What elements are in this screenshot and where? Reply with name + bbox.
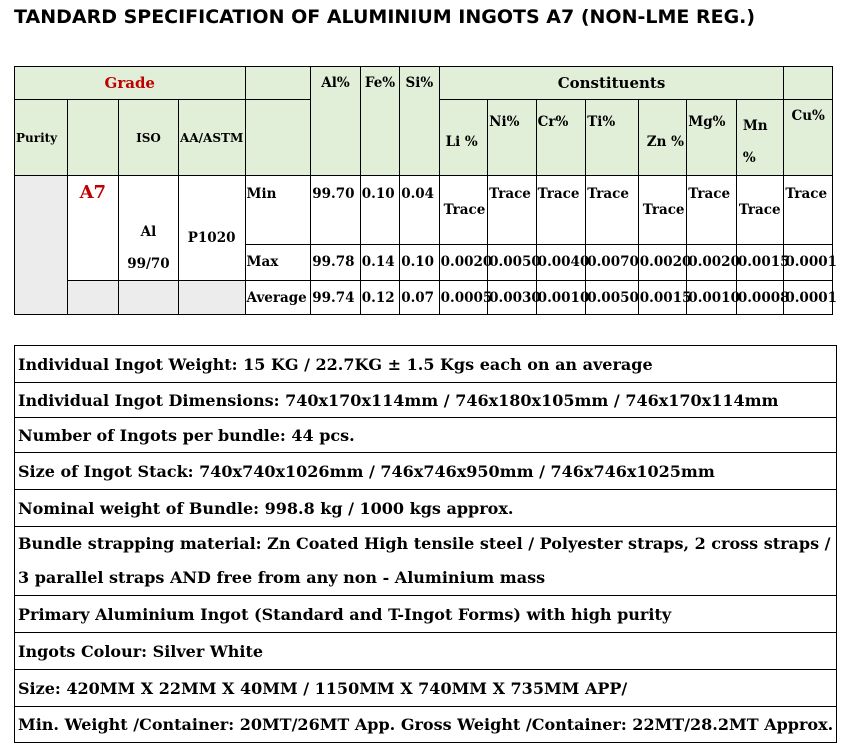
- fe-header: Fe%: [360, 67, 399, 176]
- info-stack-size: Size of Ingot Stack: 740x740x1026mm / 746x746x950mm / 746x746x1025mm: [15, 453, 837, 490]
- li-average: 0.0005: [439, 281, 488, 315]
- info-ingot-weight: Individual Ingot Weight: 15 KG / 22.7KG ± 1.5 Kgs each on an average: [15, 346, 837, 383]
- iso-value: [119, 176, 179, 281]
- ingot-info-table: [14, 345, 837, 743]
- cu-max: 0.0001: [784, 244, 833, 280]
- ni-max: 0.0050: [488, 244, 537, 280]
- aa-astm-value: P1020: [178, 176, 245, 281]
- ni-header: Ni%: [488, 100, 537, 176]
- info-strapping-material: Bundle strapping material: Zn Coated High tensile steel / Polyester straps, 2 cross straps / 3 parallel straps AND free from any non - Aluminium mass: [15, 527, 837, 596]
- row-label-average: Average: [245, 281, 311, 315]
- ni-average: 0.0030: [488, 281, 537, 315]
- header-row-1: [15, 67, 833, 100]
- li-min: Trace: [439, 176, 488, 245]
- header-spacer-cu: [784, 67, 833, 100]
- mn-min: Trace: [736, 176, 784, 245]
- cr-max: 0.0040: [536, 244, 586, 280]
- al-min: 99.70: [311, 176, 361, 245]
- page-title: TANDARD SPECIFICATION OF ALUMINIUM INGOTS A7 (NON-LME REG.): [14, 6, 756, 28]
- info-ingot-colour: Ingots Colour: Silver White: [15, 633, 837, 670]
- iso-blank: [119, 281, 179, 315]
- info-ingot-dimensions: Individual Ingot Dimensions: 740x170x114mm / 746x180x105mm / 746x170x114mm: [15, 383, 837, 418]
- zn-max: 0.0020: [638, 244, 687, 280]
- mg-average: 0.0010: [687, 281, 737, 315]
- aa-astm-header: AA/ASTM: [178, 100, 245, 176]
- blank-header-2: [245, 100, 311, 176]
- mn-average: 0.0008: [736, 281, 784, 315]
- cr-average: 0.0010: [536, 281, 586, 315]
- aa-astm-blank: [178, 281, 245, 315]
- info-size: Size: 420MM X 22MM X 40MM / 1150MM X 740MM X 735MM APP/: [15, 670, 837, 707]
- si-max: 0.10: [400, 244, 439, 280]
- blank-header: [67, 100, 119, 176]
- mg-max: 0.0020: [687, 244, 737, 280]
- ti-header: Ti%: [586, 100, 639, 176]
- cu-min: Trace: [784, 176, 833, 245]
- row-label-max: Max: [245, 244, 311, 280]
- fe-min: 0.10: [360, 176, 399, 245]
- li-max: 0.0020: [439, 244, 488, 280]
- mg-header: Mg%: [687, 100, 737, 176]
- ni-min: Trace: [488, 176, 537, 245]
- mn-max: 0.0015: [736, 244, 784, 280]
- zn-min: Trace: [638, 176, 687, 245]
- info-ingots-per-bundle: Number of Ingots per bundle: 44 pcs.: [15, 418, 837, 453]
- data-row-min: [15, 176, 833, 245]
- row-label-min: Min: [245, 176, 311, 245]
- al-header: Al%: [311, 67, 361, 176]
- fe-average: 0.12: [360, 281, 399, 315]
- info-bundle-weight: Nominal weight of Bundle: 998.8 kg / 1000 kgs approx.: [15, 490, 837, 527]
- specification-table: [14, 66, 838, 315]
- grade-name: A7: [67, 176, 119, 281]
- al-average: 99.74: [311, 281, 361, 315]
- mn-header: Mn %: [736, 100, 784, 176]
- li-header: Li %: [439, 100, 488, 176]
- cr-header: Cr%: [536, 100, 586, 176]
- cu-average: 0.0001: [784, 281, 833, 315]
- si-header: Si%: [400, 67, 439, 176]
- purity-header: Purity: [15, 100, 68, 176]
- data-row-average: [15, 281, 833, 315]
- constituents-header: Constituents: [439, 67, 784, 100]
- grade-blank: [67, 281, 119, 315]
- iso-value-text: Al 99/70: [127, 224, 170, 272]
- ti-average: 0.0050: [586, 281, 639, 315]
- fe-max: 0.14: [360, 244, 399, 280]
- zn-header: Zn %: [638, 100, 687, 176]
- ti-max: 0.0070: [586, 244, 639, 280]
- mg-min: Trace: [687, 176, 737, 245]
- cr-min: Trace: [536, 176, 586, 245]
- grade-header: Grade: [15, 67, 246, 100]
- info-ingot-forms: Primary Aluminium Ingot (Standard and T-Ingot Forms) with high purity: [15, 596, 837, 633]
- ti-min: Trace: [586, 176, 639, 245]
- si-average: 0.07: [400, 281, 439, 315]
- si-min: 0.04: [400, 176, 439, 245]
- info-container-weight: Min. Weight /Container: 20MT/26MT App. Gross Weight /Container: 22MT/28.2MT Approx.: [15, 707, 837, 743]
- cu-header: Cu%: [784, 100, 833, 176]
- zn-average: 0.0015: [638, 281, 687, 315]
- purity-cell: [15, 176, 68, 315]
- al-max: 99.78: [311, 244, 361, 280]
- iso-header: ISO: [119, 100, 179, 176]
- header-spacer: [245, 67, 311, 100]
